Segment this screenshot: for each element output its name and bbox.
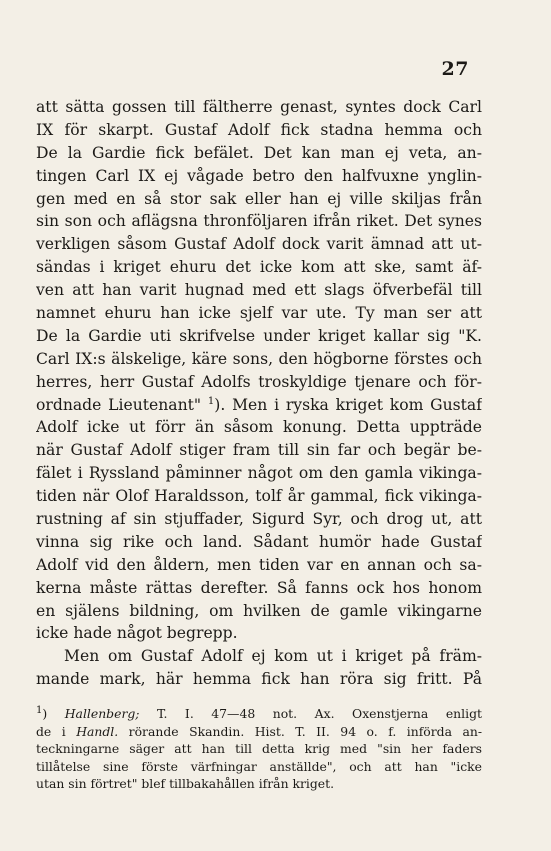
body-text xyxy=(36,96,482,691)
text-line-19: rustning af sin stjuffader, Sigurd Syr, och drog ut, att xyxy=(36,510,482,529)
page-number: 27 xyxy=(441,58,469,80)
text-line-1: att sätta gossen till fältherre genast, syntes dock Carl xyxy=(36,98,482,116)
text-line-12: Carl IX:s älskelige, käre sons, den högborne förstes och xyxy=(36,349,482,368)
text-line-3: De la Gardie fick befälet. Det kan man ej veta, an- xyxy=(36,143,482,162)
text-line-25: Men om Gustaf Adolf ej kom ut i kriget på främ- xyxy=(64,647,482,666)
text-line-5: gen med en så stor sak eller han ej ville skiljas från xyxy=(36,189,482,208)
footnote-line-2-rest: rörande Skandin. Hist. T. II. 94 o. f. införda an- xyxy=(118,723,482,739)
footnote-line-2-prefix: de i xyxy=(36,723,77,739)
text-line-26: mande mark, här hemma fick han röra sig fritt. På xyxy=(36,670,482,689)
text-line-18: tiden när Olof Haraldsson, tolf år gammal, fick vikinga- xyxy=(36,487,482,506)
text-line-20: vinna sig rike och land. Sådant humör hade Gustaf xyxy=(36,532,482,551)
footnote-line-4: tillåtelse sine förste värfningar anställde", och att han "icke xyxy=(36,758,482,774)
text-line-23: en själens bildning, om hvilken de gamle vikingarne xyxy=(36,601,482,620)
text-line-8: sändas i kriget ehuru det icke kom att ske, samt äf- xyxy=(36,258,482,277)
footnote-marker-paren: ) xyxy=(42,706,48,721)
footnote-marker: 1 xyxy=(36,705,43,716)
text-line-2: IX för skarpt. Gustaf Adolf fick stadna hemma och xyxy=(36,120,482,139)
text-line-13: herres, herr Gustaf Adolfs troskyldige tjenare och för- xyxy=(36,372,482,391)
footnote-reference[interactable]: 1 xyxy=(207,395,215,407)
text-line-24: icke hade något begrepp. xyxy=(36,624,238,643)
text-line-22: kerna måste rättas derefter. Så fanns ock hos honom xyxy=(36,578,482,597)
text-line-6: sin son och aflägsna thronföljaren ifrån riket. Det synes xyxy=(36,212,482,231)
footnote-line-5: utan sin förtret" blef tillbakahållen ifrån kriget. xyxy=(36,776,335,791)
text-line-16: när Gustaf Adolf stiger fram till sin far och begär be- xyxy=(36,441,482,460)
footnote-line-1-rest: T. I. 47—48 not. Ax. Oxenstjerna enligt xyxy=(139,706,482,721)
footnote-line-3: teckningarne säger att han till detta krig med "sin her faders xyxy=(36,741,482,756)
text-line-4: tingen Carl IX ej vågade betro den halfvuxne ynglin- xyxy=(36,166,482,185)
text-line-21: Adolf vid den åldern, men tiden var en annan och sa- xyxy=(36,555,482,574)
footnote-line-2-italic: Handl. xyxy=(76,723,119,739)
footnote-source: Hallenberg; xyxy=(64,706,140,721)
text-line-15: Adolf icke ut förr än såsom konung. Detta uppträde xyxy=(36,418,482,437)
text-line-9: ven att han varit hugnad med ett slags öfverbefäl till xyxy=(36,281,482,300)
text-line-14 xyxy=(36,394,482,417)
text-line-17: fälet i Ryssland påminner något om den gamla vikinga- xyxy=(36,464,482,483)
text-line-10: namnet ehuru han icke sjelf var ute. Ty man ser att xyxy=(36,304,482,323)
footnote xyxy=(36,705,482,793)
text-line-14-end: ). Men i ryska kriget kom Gustaf xyxy=(214,395,482,414)
text-line-7: verkligen såsom Gustaf Adolf dock varit ämnad att ut- xyxy=(36,235,482,254)
footnote-line-1 xyxy=(36,705,482,723)
text-line-14-start: ordnade Lieutenant" xyxy=(36,395,202,414)
text-line-11: De la Gardie uti skrifvelse under kriget kallar sig "K. xyxy=(36,326,482,345)
footnote-line-2 xyxy=(36,723,482,741)
